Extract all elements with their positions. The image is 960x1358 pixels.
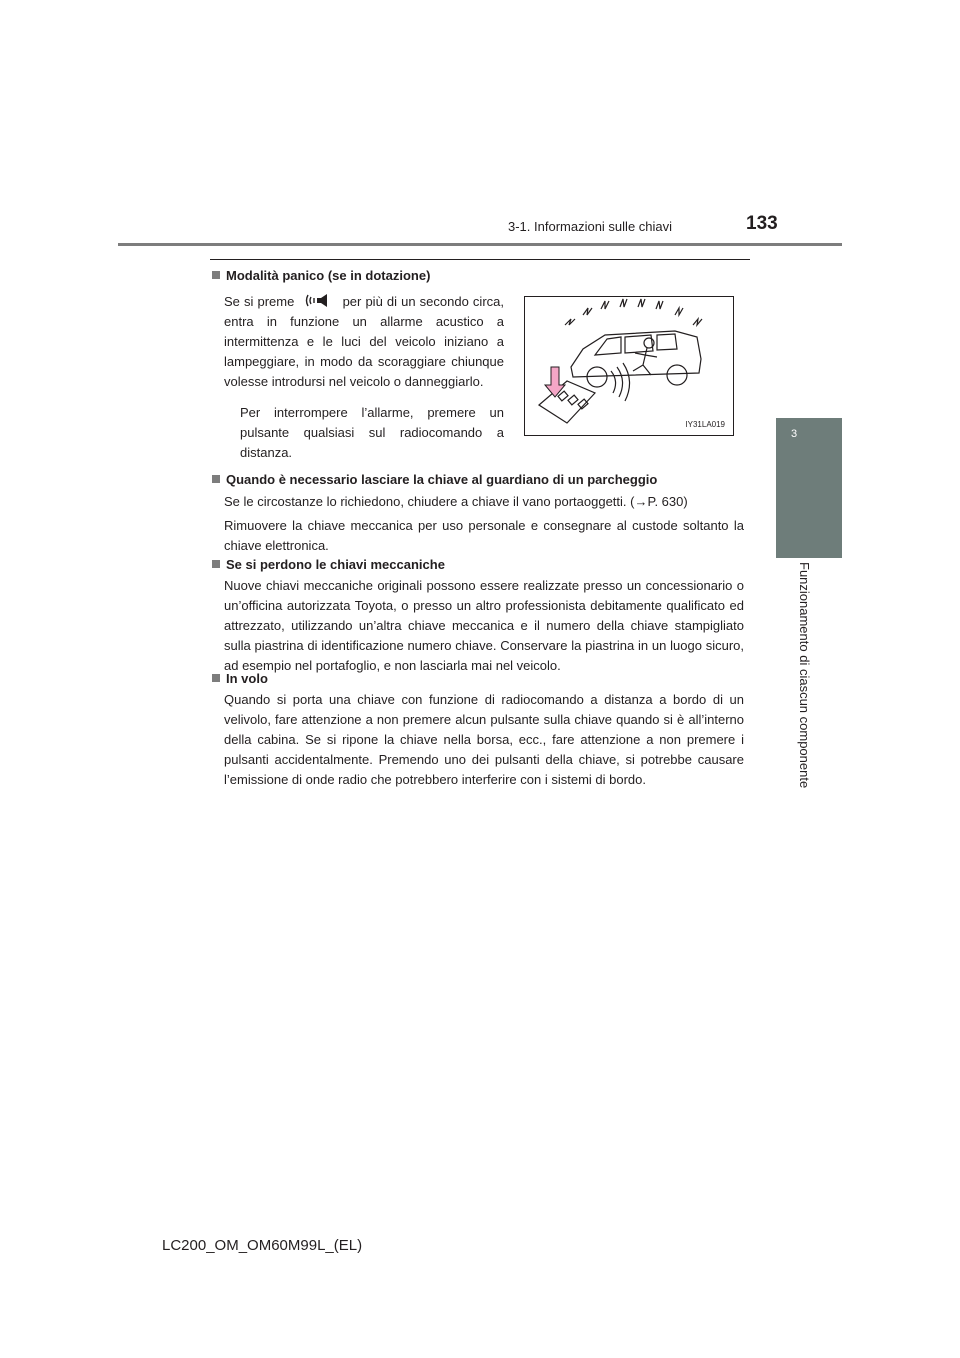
section-header: 3-1. Informazioni sulle chiavi (508, 219, 673, 234)
bullet-square-icon (212, 560, 220, 568)
flight-paragraph: Quando si porta una chiave con funzione di radiocomando a distanza a bordo di un velivolo, fare attenzione a non premere alcun pulsante sulla chiave quando si è all’interno della cabina. Se si ripone la chiave nella borsa, ecc., fare attenzione a non premere i pulsanti accidentalmente. Premendo uno dei pulsanti della chiave, si potrebbe causare l’emissione di onde radio che potrebbero interferire con i sistemi di bordo. (224, 692, 744, 787)
lost-keys-paragraph: Nuove chiavi meccaniche originali possono essere realizzate presso un concessionario o un’officina autorizzata Toyota, o presso un altro professionista debitamente qualificato ed attrezzato, utilizzando un’altra chiave meccanica e il numero della chiave stampigliato sulla piastrina di identificazione numero chiave. Conservare la piastrina in un luogo sicuro, ad esempio nel portafoglio, e non lasciarla mai nel veicolo. (224, 578, 744, 673)
section-title-panic: Modalità panico (se in dotazione) (212, 268, 430, 283)
header-divider (118, 243, 842, 246)
content-divider (210, 259, 750, 260)
bullet-square-icon (212, 674, 220, 682)
section-title-valet: Quando è necessario lasciare la chiave al guardiano di un parcheggio (212, 472, 657, 487)
chapter-number: 3 (791, 428, 798, 440)
panic-note: Per interrompere l’allarme, premere un pulsante qualsiasi sul radiocomando a distanza. (240, 405, 504, 460)
chapter-tab (776, 418, 842, 558)
figure-code: IY31LA019 (685, 420, 725, 429)
section-title-flight: In volo (212, 671, 268, 686)
bullet-square-icon (212, 271, 220, 279)
panic-description: Se si preme per più di un secondo circa, entra in funzione un allarme acustico a intermittenza e le luci del veicolo iniziano a lampeggiare, in modo da scoraggiare chiunque volesse introdursi nel veicolo o danneggiarlo. (224, 294, 504, 389)
panic-illustration (524, 296, 734, 436)
bullet-square-icon (212, 475, 220, 483)
valet-paragraph-1: Se le circostanze lo richiedono, chiudere a chiave il vano portaoggetti. (→P. 630) (224, 494, 688, 509)
valet-paragraph-2: Rimuovere la chiave meccanica per uso personale e consegnare al custode soltanto la chiave elettronica. (224, 518, 744, 553)
section-title-lost-keys: Se si perdono le chiavi meccaniche (212, 557, 445, 572)
page-number: 133 (746, 213, 778, 234)
document-code: LC200_OM_OM60M99L_(EL) (162, 1237, 363, 1254)
car-alarm-illustration (525, 297, 733, 435)
panic-button-icon (304, 293, 332, 308)
chapter-label: Funzionamento di ciascun componente (797, 562, 812, 789)
